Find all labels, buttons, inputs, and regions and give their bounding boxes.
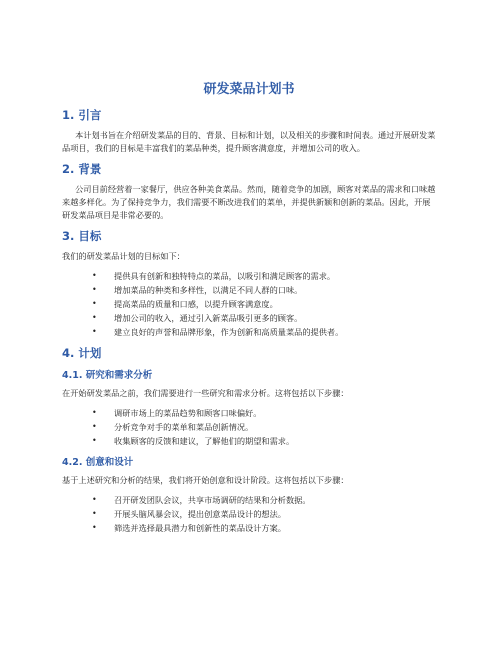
list-item: • 建立良好的声誉和品牌形象，作为创新和高质量菜品的提供者。: [62, 325, 436, 339]
section-goals: [62, 228, 436, 339]
section-paragraph: 我们的研发菜品计划的目标如下：: [62, 251, 185, 261]
section-paragraph: 在开始研发菜品之前，我们需要进行一些研究和需求分析。这将包括以下步骤：: [62, 388, 349, 398]
list-item: • 增加公司的收入，通过引入新菜品吸引更多的顾客。: [62, 311, 436, 325]
list-item: • 提高菜品的质量和口感，以提升顾客满意度。: [62, 297, 436, 311]
document-title: 研发菜品计划书: [203, 82, 295, 97]
section-heading: 3. 目标: [62, 229, 102, 243]
section-heading: 4. 计划: [62, 346, 102, 360]
section-background: [62, 161, 436, 222]
design-list: [62, 493, 436, 535]
section-paragraph: 基于上述研究和分析的结果，我们将开始创意和设计阶段。这将包括以下步骤：: [62, 475, 349, 485]
section-heading: 2. 背景: [62, 162, 102, 176]
list-item: • 提供具有创新和独特特点的菜品，以吸引和满足顾客的需求。: [62, 269, 436, 283]
section-heading: 1. 引言: [62, 108, 102, 122]
research-list: [62, 406, 436, 448]
list-item: • 分析竞争对手的菜单和菜品创新情况。: [62, 420, 436, 434]
goals-list: [62, 269, 436, 339]
list-item: • 筛选并选择最具潜力和创新性的菜品设计方案。: [62, 521, 436, 535]
list-item: • 收集顾客的反馈和建议，了解他们的期望和需求。: [62, 434, 436, 448]
section-paragraph: 公司目前经营着一家餐厅，供应各种美食菜品。然而，随着竞争的加剧，顾客对菜品的需求和口味越来越多样化。为了保持竞争力，我们需要不断改进我们的菜单，并提供新颖和创新的菜品。因此，开展研发菜品项目是非常必要的。: [62, 184, 436, 220]
subsection-heading: 4.1. 研究和需求分析: [62, 370, 153, 381]
section-intro: [62, 107, 436, 155]
section-plan: [62, 345, 436, 535]
list-item: • 增加菜品的种类和多样性，以满足不同人群的口味。: [62, 283, 436, 297]
section-paragraph: 本计划书旨在介绍研发菜品的目的、背景、目标和计划，以及相关的步骤和时间表。通过开展研发菜品项目，我们的目标是丰富我们的菜品种类，提升顾客满意度，并增加公司的收入。: [62, 130, 436, 153]
list-item: • 调研市场上的菜品趋势和顾客口味偏好。: [62, 406, 436, 420]
list-item: • 开展头脑风暴会议，提出创意菜品设计的想法。: [62, 507, 436, 521]
subsection-heading: 4.2. 创意和设计: [62, 457, 134, 468]
list-item: • 召开研发团队会议，共享市场调研的结果和分析数据。: [62, 493, 436, 507]
